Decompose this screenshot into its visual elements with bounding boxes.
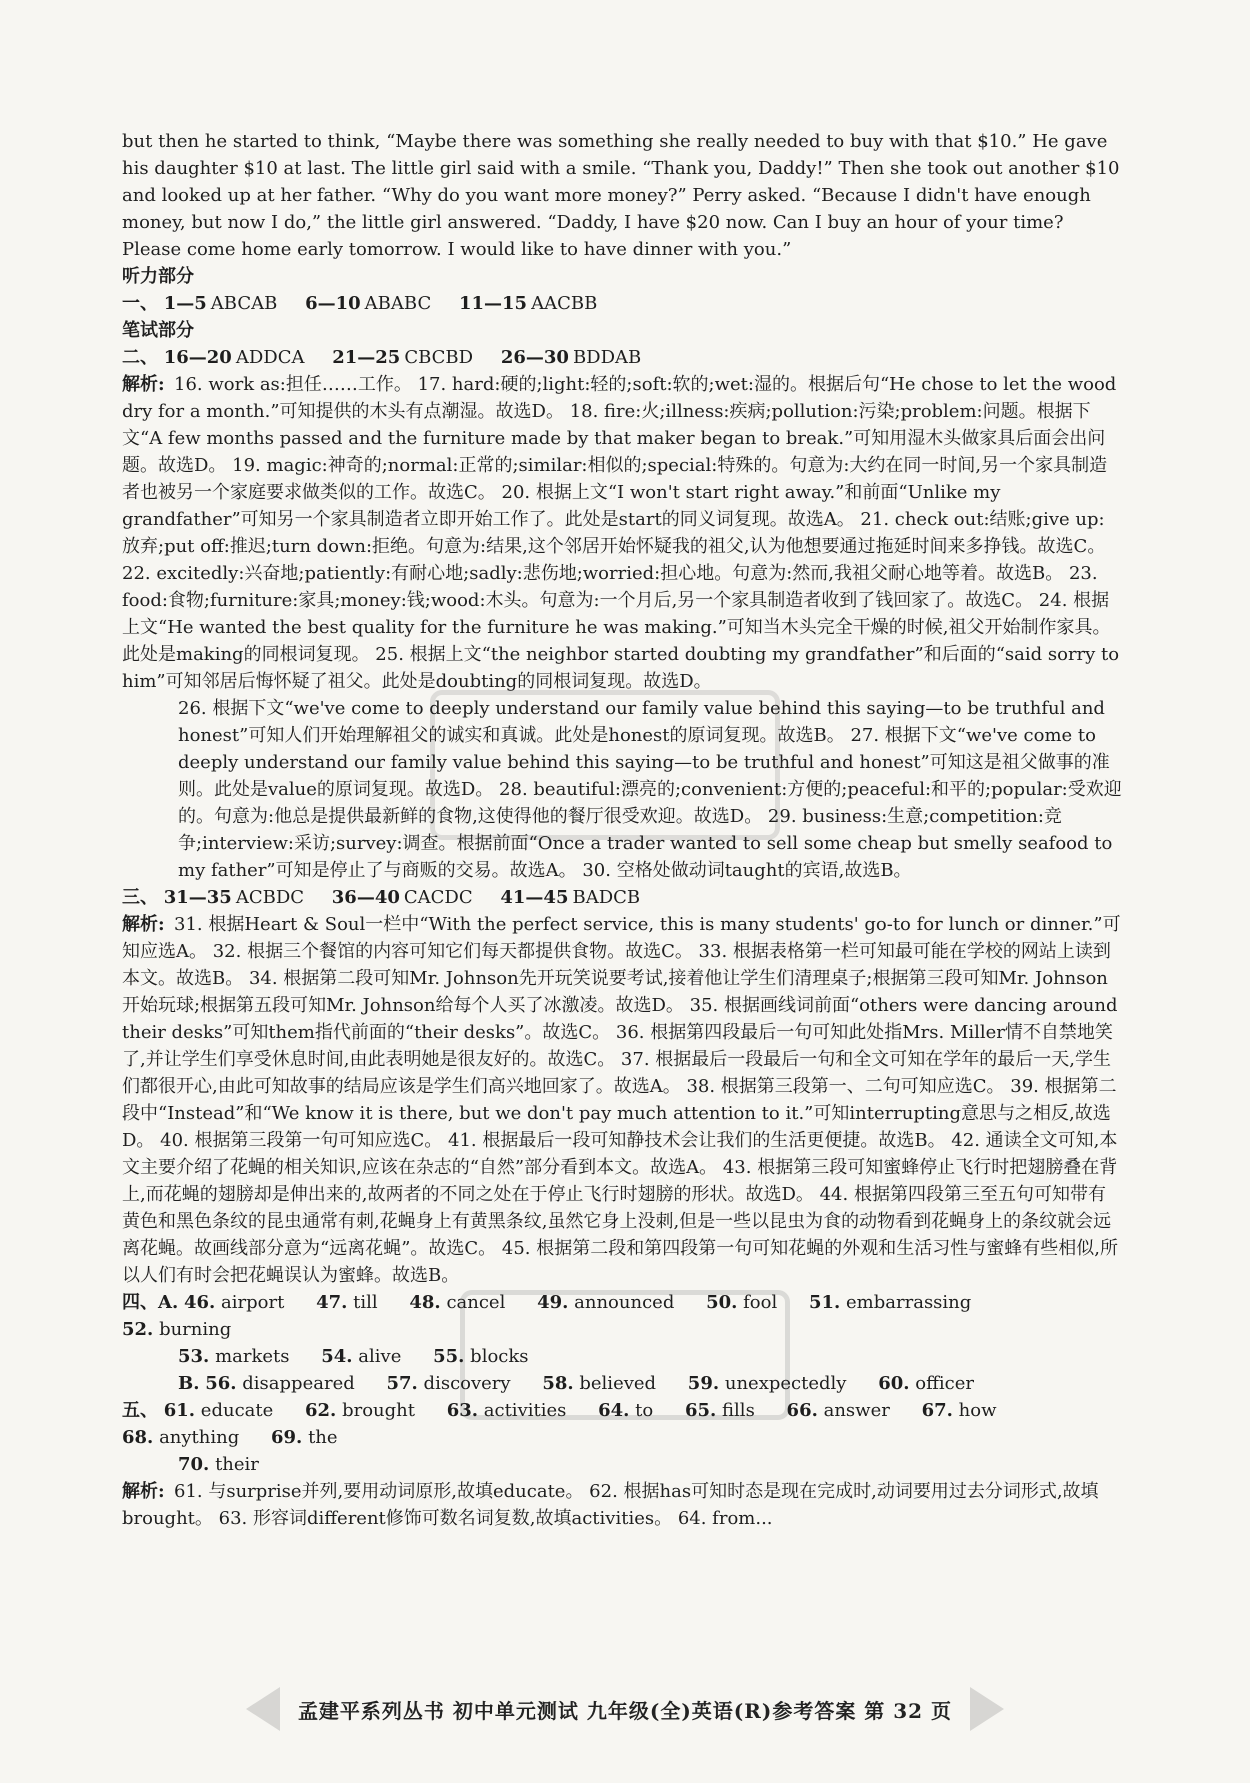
list-item: 64. to (598, 1400, 654, 1421)
part1-answers (122, 290, 1122, 317)
answer-group: 31—35 ACBDC (163, 887, 305, 908)
list-item: 69. the (271, 1427, 338, 1448)
list-item: 55. blocks (433, 1346, 529, 1367)
arrow-right-icon (970, 1687, 1004, 1731)
list-item: 60. officer (878, 1373, 974, 1394)
answer-group: 41—45 BADCB (500, 887, 641, 908)
part2-answers (122, 344, 1122, 371)
list-item: 47. till (316, 1292, 378, 1313)
list-item: 46. airport (183, 1292, 285, 1313)
list-item: 53. markets (178, 1346, 290, 1367)
part5-row2 (122, 1451, 1122, 1478)
list-item: 67. how (921, 1400, 997, 1421)
analysis-text: 16. work as:担任……工作。 17. hard:硬的;light:轻的;soft:软的;wet:湿的。根据后句“He chose to let the wood dry for a month.”可知提供的木头有点潮湿。故选D。 18. fire:火;illness:疾病;pollution:污染;problem:问题。根据下文“A few months passed and the furniture made by that maker began to break.”可知用湿木头做家具后面会出问题。故选D。 19. magic:神奇的;normal:正常的;similar:相似的;special:特殊的。句意为:大约在同一时间,另一个家具制造者也被另一个家庭要求做类似的工作。故选C。 20. 根据上文“I won't start right away.”和前面“Unlike my grandfather”可知另一个家具制造者立即开始工作了。此处是start的同义词复现。故选A。 21. check out:结账;give up:放弃;put off:推迟;turn down:拒绝。句意为:结果,这个邻居开始怀疑我的祖父,认为他想要通过拖延时间来多挣钱。故选C。 22. excitedly:兴奋地;patiently:有耐心地;sadly:悲伤地;worried:担心地。句意为:然而,我祖父耐心地等着。故选B。 23. food:食物;furniture:家具;money:钱;wood:木头。句意为:一个月后,另一个家具制造者收到了钱回家了。故选C。 24. 根据上文“He wanted the best quality for the furniture he was making.”可知当木头完全干燥的时候,祖父开始制作家具。此处是making的同根词复现。 25. 根据上文“the neighbor started doubting my grandfather”和后面的“said sorry to him”可知邻居后悔怀疑了祖父。此处是doubting的同根词复现。故选D。 (122, 374, 1120, 692)
list-item: 51. embarrassing (808, 1292, 972, 1313)
footer-text: 孟建平系列丛书 初中单元测试 九年级(全)英语(R)参考答案 第 32 页 (297, 1698, 953, 1723)
part4-b-label: B. (178, 1373, 200, 1394)
part2-roman: 二、 (122, 347, 158, 368)
part4-roman: 四、 (122, 1292, 158, 1313)
list-item: 65. fills (684, 1400, 755, 1421)
part1-roman: 一、 (122, 293, 158, 314)
list-item: 70. their (178, 1454, 259, 1475)
part3-analysis (122, 911, 1122, 1289)
answer-group: 16—20 ADDCA (163, 347, 305, 368)
answer-group: 21—25 CBCBD (332, 347, 474, 368)
part4-a-row2 (122, 1343, 1122, 1370)
list-item: 66. answer (786, 1400, 890, 1421)
part4-a-label: A. (158, 1292, 179, 1313)
list-item: 49. announced (537, 1292, 675, 1313)
part3-answers (122, 884, 1122, 911)
answer-group: 36—40 CACDC (331, 887, 473, 908)
list-item: 56. disappeared (205, 1373, 355, 1394)
answer-group: 26—30 BDDAB (500, 347, 642, 368)
list-item: 54. alive (321, 1346, 402, 1367)
list-item: 61. educate (163, 1400, 274, 1421)
part5-answers (122, 1397, 1122, 1478)
writing-heading: 笔试部分 (122, 320, 194, 341)
part2-analysis (122, 371, 1122, 695)
part4-b-answers (122, 1370, 1122, 1397)
answer-group: 1—5 ABCAB (163, 293, 278, 314)
analysis-text: 31. 根据Heart & Soul一栏中“With the perfect service, this is many students' go-to for lunch or dinner.”可知应选A。 32. 根据三个餐馆的内容可知它们每天都提供食物。故选C。 33. 根据表格第一栏可知最可能在学校的网站上读到本文。故选B。 34. 根据第二段可知Mr. Johnson先开玩笑说要考试,接着他让学生们清理桌子;根据第三段可知Mr. Johnson开始玩球;根据第五段可知Mr. Johnson给每个人买了冰激凌。故选D。 35. 根据画线词前面“others were dancing around their desks”可知them指代前面的“their desks”。故选C。 36. 根据第四段最后一句可知此处指Mrs. Miller情不自禁地笑了,并让学生们享受休息时间,由此表明她是很友好的。故选C。 37. 根据最后一段最后一句和全文可知在学年的最后一天,学生们都很开心,由此可知故事的结局应该是学生们高兴地回家了。故选A。 38. 根据第三段第一、二句可知应选C。 39. 根据第二段中“Instead”和“We know it is there, but we don't pay much attention to it.”可知interrupting意思与之相反,故选D。 40. 根据第三段第一句可知应选C。 41. 根据最后一段可知静技术会让我们的生活更便捷。故选B。 42. 通读全文可知,本文主要介绍了花蝇的相关知识,应该在杂志的“自然”部分看到本文。故选A。 43. 根据第三段可知蜜蜂停止飞行时把翅膀叠在背上,而花蝇的翅膀却是伸出来的,故两者的不同之处在于停止飞行时翅膀的形状。故选D。 44. 根据第四段第三至五句可知带有黄色和黑色条纹的昆虫通常有刺,花蝇身上有黄黑条纹,虽然它身上没刺,但是一些以昆虫为食的动物看到花蝇身上的条纹就会远离花蝇。故画线部分意为“远离花蝇”。故选C。 45. 根据第二段和第四段第一句可知花蝇的外观和生活习性与蜜蜂有些相似,所以人们有时会把花蝇误认为蜜蜂。故选B。 (122, 914, 1121, 1286)
list-item: 59. unexpectedly (687, 1373, 847, 1394)
answer-group: 6—10 ABABC (305, 293, 432, 314)
analysis-label: 解析: (122, 374, 165, 395)
list-item: 63. activities (446, 1400, 567, 1421)
passage-end: but then he started to think, “Maybe there was something she really needed to buy with that $10.” He gave his daughter $10 at last. The little girl said with a smile. “Thank you, Daddy!” Then she took out another $10 and looked up at her father. “Why do you want more money?” Perry asked. “Because I didn't have enough money, but now I do,” the little girl answered. “Daddy, I have $20 now. Can I buy an hour of your time? Please come home early tomorrow. I would like to have dinner with you.” (122, 131, 1120, 260)
analysis-text: 61. 与surprise并列,要用动词原形,故填educate。 62. 根据has可知时态是现在完成时,动词要用过去分词形式,故填brought。 63. 形容词different修饰可数名词复数,故填activities。 64. from... (122, 1481, 1099, 1529)
answer-group: 11—15 AACBB (458, 293, 598, 314)
part5-roman: 五、 (122, 1400, 158, 1421)
answer-key-content (122, 128, 1122, 1532)
analysis-label: 解析: (122, 1481, 165, 1502)
list-item: 57. discovery (386, 1373, 511, 1394)
part4-a-answers (122, 1289, 1122, 1370)
list-item: 62. brought (305, 1400, 415, 1421)
analysis-label: 解析: (122, 914, 165, 935)
list-item: 58. believed (542, 1373, 657, 1394)
list-item: 68. anything (122, 1427, 240, 1448)
list-item: 48. cancel (409, 1292, 506, 1313)
arrow-left-icon (246, 1687, 280, 1731)
part2-analysis-cont: 26. 根据下文“we've come to deeply understand our family value behind this saying—to be truthful and honest”可知人们开始理解祖父的诚实和真诚。此处是honest的原词复现。故选B。 27. 根据下文“we've come to deeply understand our family value behind this saying—to be truthful and honest”可知这是祖父做事的准则。此处是value的原词复现。故选D。 28. beautiful:漂亮的;convenient:方便的;peaceful:和平的;popular:受欢迎的。句意为:他总是提供最新鲜的食物,这使得他的餐厅很受欢迎。故选D。 29. business:生意;competition:竞争;interview:采访;survey:调查。根据前面“Once a trader wanted to sell some cheap but smelly seafood to my father”可知是停止了与商贩的交易。故选A。 30. 空格处做动词taught的宾语,故选B。 (178, 698, 1122, 881)
page-footer (220, 1680, 1030, 1738)
list-item: 50. fool (706, 1292, 778, 1313)
part5-analysis (122, 1478, 1122, 1532)
list-item: 52. burning (122, 1319, 232, 1340)
part3-roman: 三、 (122, 887, 158, 908)
listening-heading: 听力部分 (122, 266, 194, 287)
